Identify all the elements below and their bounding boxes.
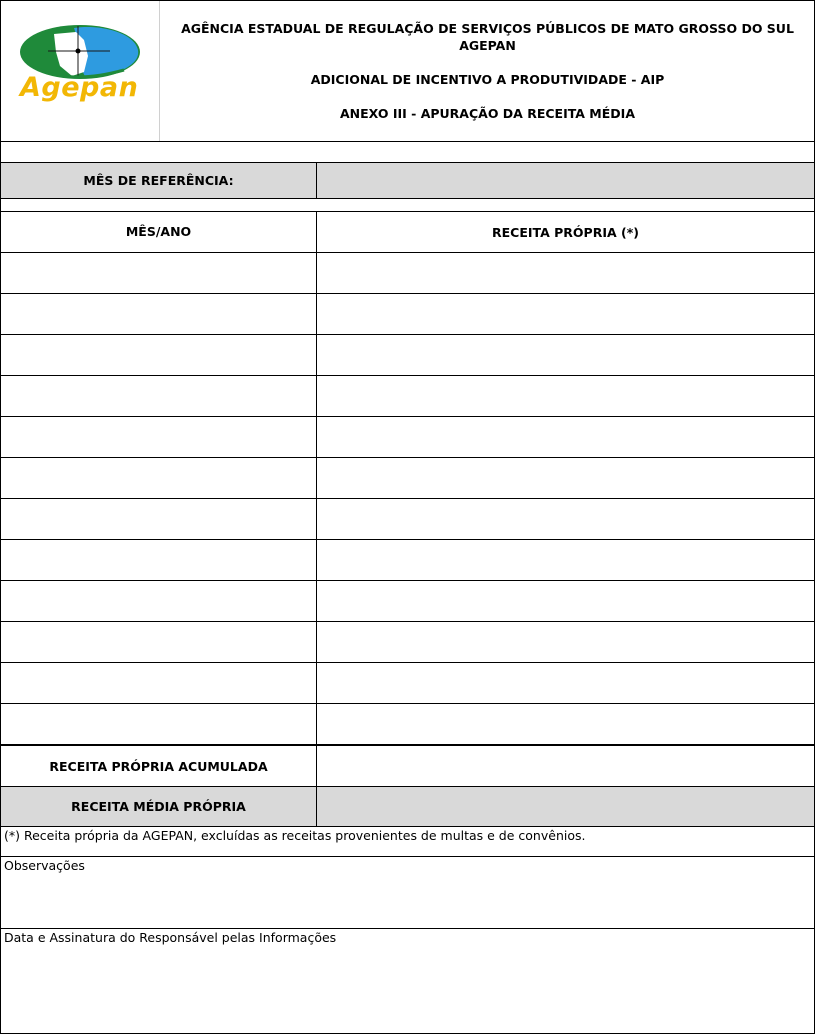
- col-revenue-header: RECEITA PRÓPRIA (*): [492, 224, 639, 240]
- agepan-logo: [14, 14, 146, 109]
- revenue-cell[interactable]: [316, 252, 815, 294]
- revenue-cell[interactable]: [316, 416, 815, 458]
- revenue-cell[interactable]: [316, 621, 815, 663]
- month-year-cell[interactable]: [0, 457, 317, 499]
- average-value[interactable]: [316, 786, 815, 827]
- revenue-cell[interactable]: [316, 662, 815, 704]
- program-title: ADICIONAL DE INCENTIVO A PRODUTIVIDADE - AIP: [310, 72, 665, 87]
- observations-box[interactable]: [0, 856, 815, 929]
- month-year-cell[interactable]: [0, 252, 317, 294]
- revenue-cell[interactable]: [316, 498, 815, 540]
- month-year-cell[interactable]: [0, 416, 317, 458]
- revenue-cell[interactable]: [316, 293, 815, 335]
- revenue-cell[interactable]: [316, 580, 815, 622]
- accumulated-value[interactable]: [316, 745, 815, 787]
- revenue-cell[interactable]: [316, 539, 815, 581]
- footnote: (*) Receita própria da AGEPAN, excluídas as receitas provenientes de multas e de convênios.: [4, 828, 586, 843]
- revenue-cell[interactable]: [316, 703, 815, 745]
- spacer-row: [0, 142, 815, 162]
- revenue-cell[interactable]: [316, 334, 815, 376]
- average-label: RECEITA MÉDIA PRÓPRIA: [71, 799, 246, 814]
- agency-name-line1: AGÊNCIA ESTADUAL DE REGULAÇÃO DE SERVIÇOS PÚBLICOS DE MATO GROSSO DO SUL: [181, 21, 794, 36]
- signature-label: Data e Assinatura do Responsável pelas Informações: [4, 930, 337, 945]
- month-year-cell[interactable]: [0, 580, 317, 622]
- month-year-cell[interactable]: [0, 293, 317, 335]
- month-year-cell[interactable]: [0, 662, 317, 704]
- observations-label: Observações: [4, 858, 85, 873]
- revenue-cell[interactable]: [316, 457, 815, 499]
- month-year-cell[interactable]: [0, 621, 317, 663]
- logo-wordmark: Agepan: [20, 72, 139, 103]
- month-year-cell[interactable]: [0, 375, 317, 417]
- col-month-header: MÊS/ANO: [125, 223, 192, 239]
- reference-month-label: MÊS DE REFERÊNCIA:: [83, 173, 234, 188]
- accumulated-label: RECEITA PRÓPRIA ACUMULADA: [49, 758, 268, 774]
- month-year-cell[interactable]: [0, 539, 317, 581]
- month-year-cell[interactable]: [0, 703, 317, 745]
- month-year-cell[interactable]: [0, 498, 317, 540]
- month-year-cell[interactable]: [0, 334, 317, 376]
- annex-title: ANEXO III - APURAÇÃO DA RECEITA MÉDIA: [340, 106, 635, 121]
- agency-name-line2: AGEPAN: [459, 38, 516, 53]
- revenue-cell[interactable]: [316, 375, 815, 417]
- reference-month-value[interactable]: [316, 162, 815, 199]
- spacer-row-2: [0, 199, 815, 211]
